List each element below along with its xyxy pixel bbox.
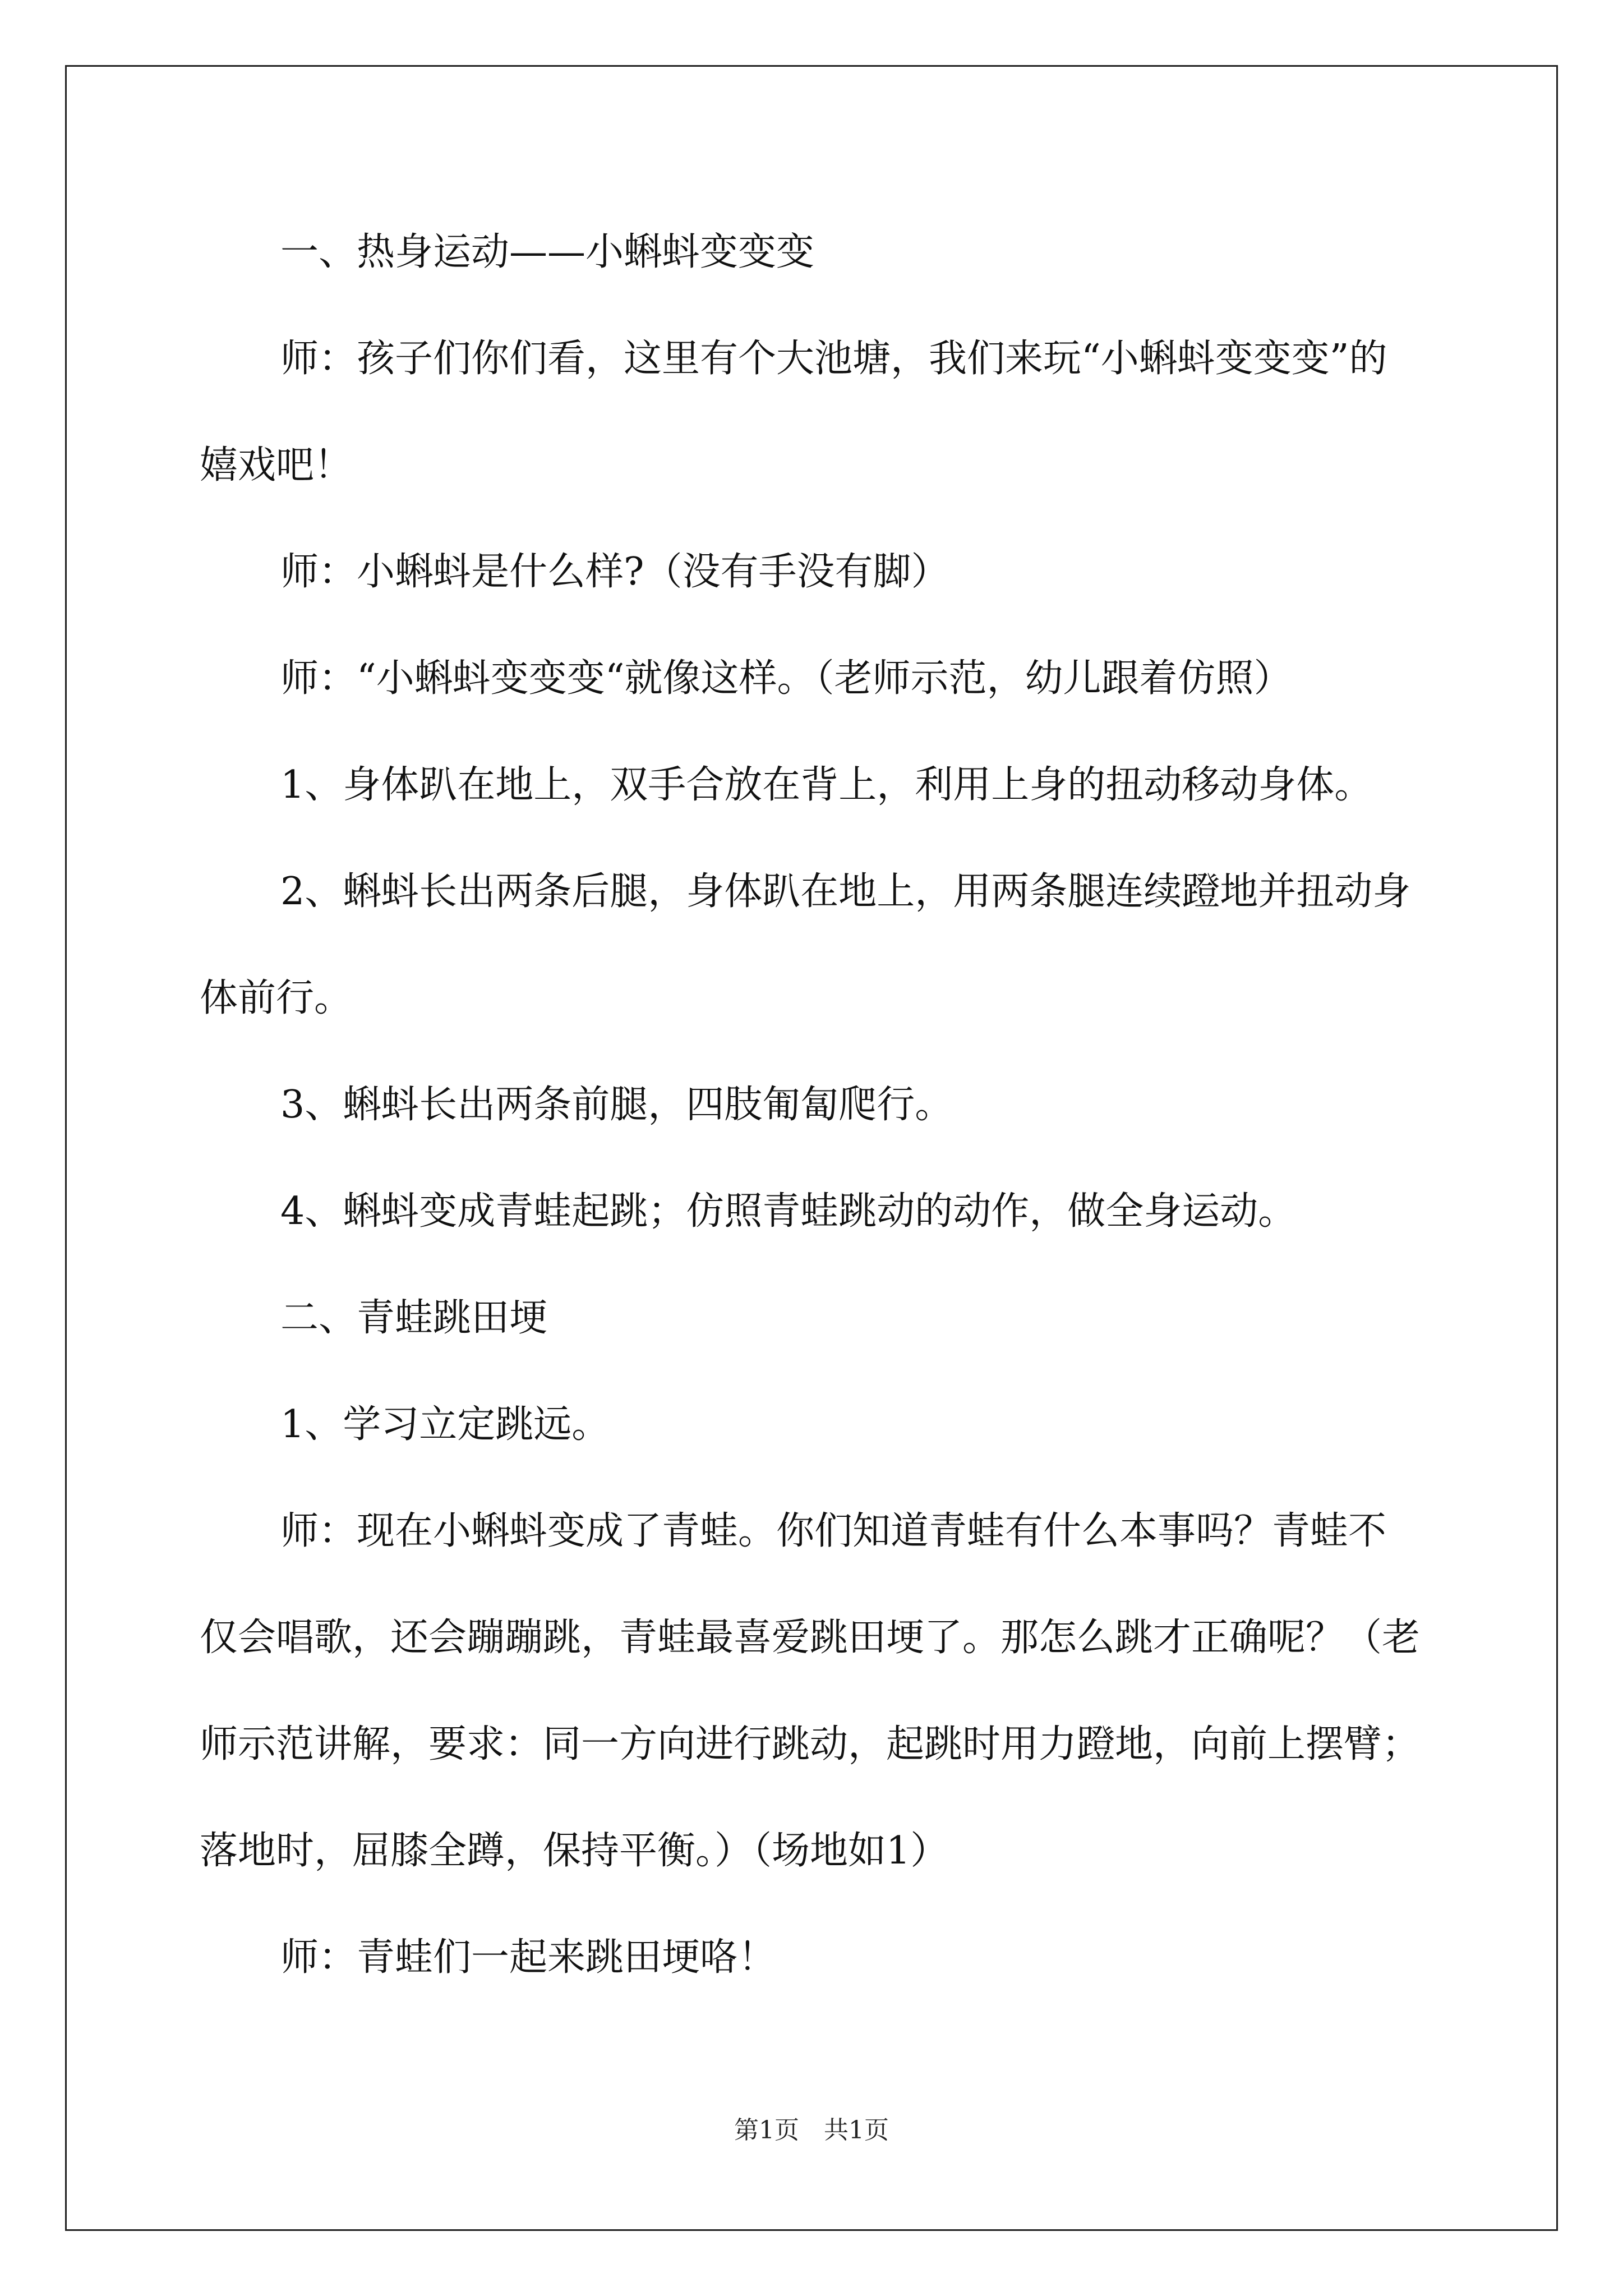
paragraph: 师：小蝌蚪是什么样?（没有手没有脚） [280, 550, 949, 594]
list-item: 2、蝌蚪长出两条后腿，身体趴在地上，用两条腿连续蹬地并扭动身体前行。 [200, 869, 1411, 1020]
paragraph: 师：孩子们你们看，这里有个大池塘，我们来玩“小蝌蚪变变变”的嬉戏吧！ [200, 337, 1387, 487]
list-item: 4、蝌蚪变成青蛙起跳；仿照青蛙跳动的动作，做全身运动。 [280, 1189, 1297, 1234]
page-number-footer: 第1页 共1页 [734, 2116, 889, 2145]
section-heading-frog-jump: 二、青蛙跳田埂 [280, 1296, 548, 1340]
list-item: 3、蝌蚪长出两条前腿，四肢匍匐爬行。 [280, 1083, 953, 1127]
paragraph: 师：现在小蝌蚪变成了青蛙。你们知道青蛙有什么本事吗？青蛙不仅会唱歌，还会蹦蹦跳，青蛙最喜爱跳田埂了。那怎么跳才正确呢？（老师示范讲解，要求：同一方向进行跳动，起跳时用力蹬地，向前上摆臂；落地时，屈膝全蹲，保持平衡。）（场地如1） [200, 1509, 1421, 1873]
document-body [200, 199, 1422, 2011]
paragraph: 师：“小蝌蚪变变变“就像这样。（老师示范，幼儿跟着仿照） [280, 656, 1292, 701]
paragraph: 师：青蛙们一起来跳田埂咯！ [280, 1935, 777, 1980]
section-heading-warmup: 一、热身运动——小蝌蚪变变变 [280, 230, 815, 274]
list-item: 1、学习立定跳远。 [280, 1402, 610, 1447]
list-item: 1、身体趴在地上，双手合放在背上，利用上身的扭动移动身体。 [280, 763, 1373, 807]
